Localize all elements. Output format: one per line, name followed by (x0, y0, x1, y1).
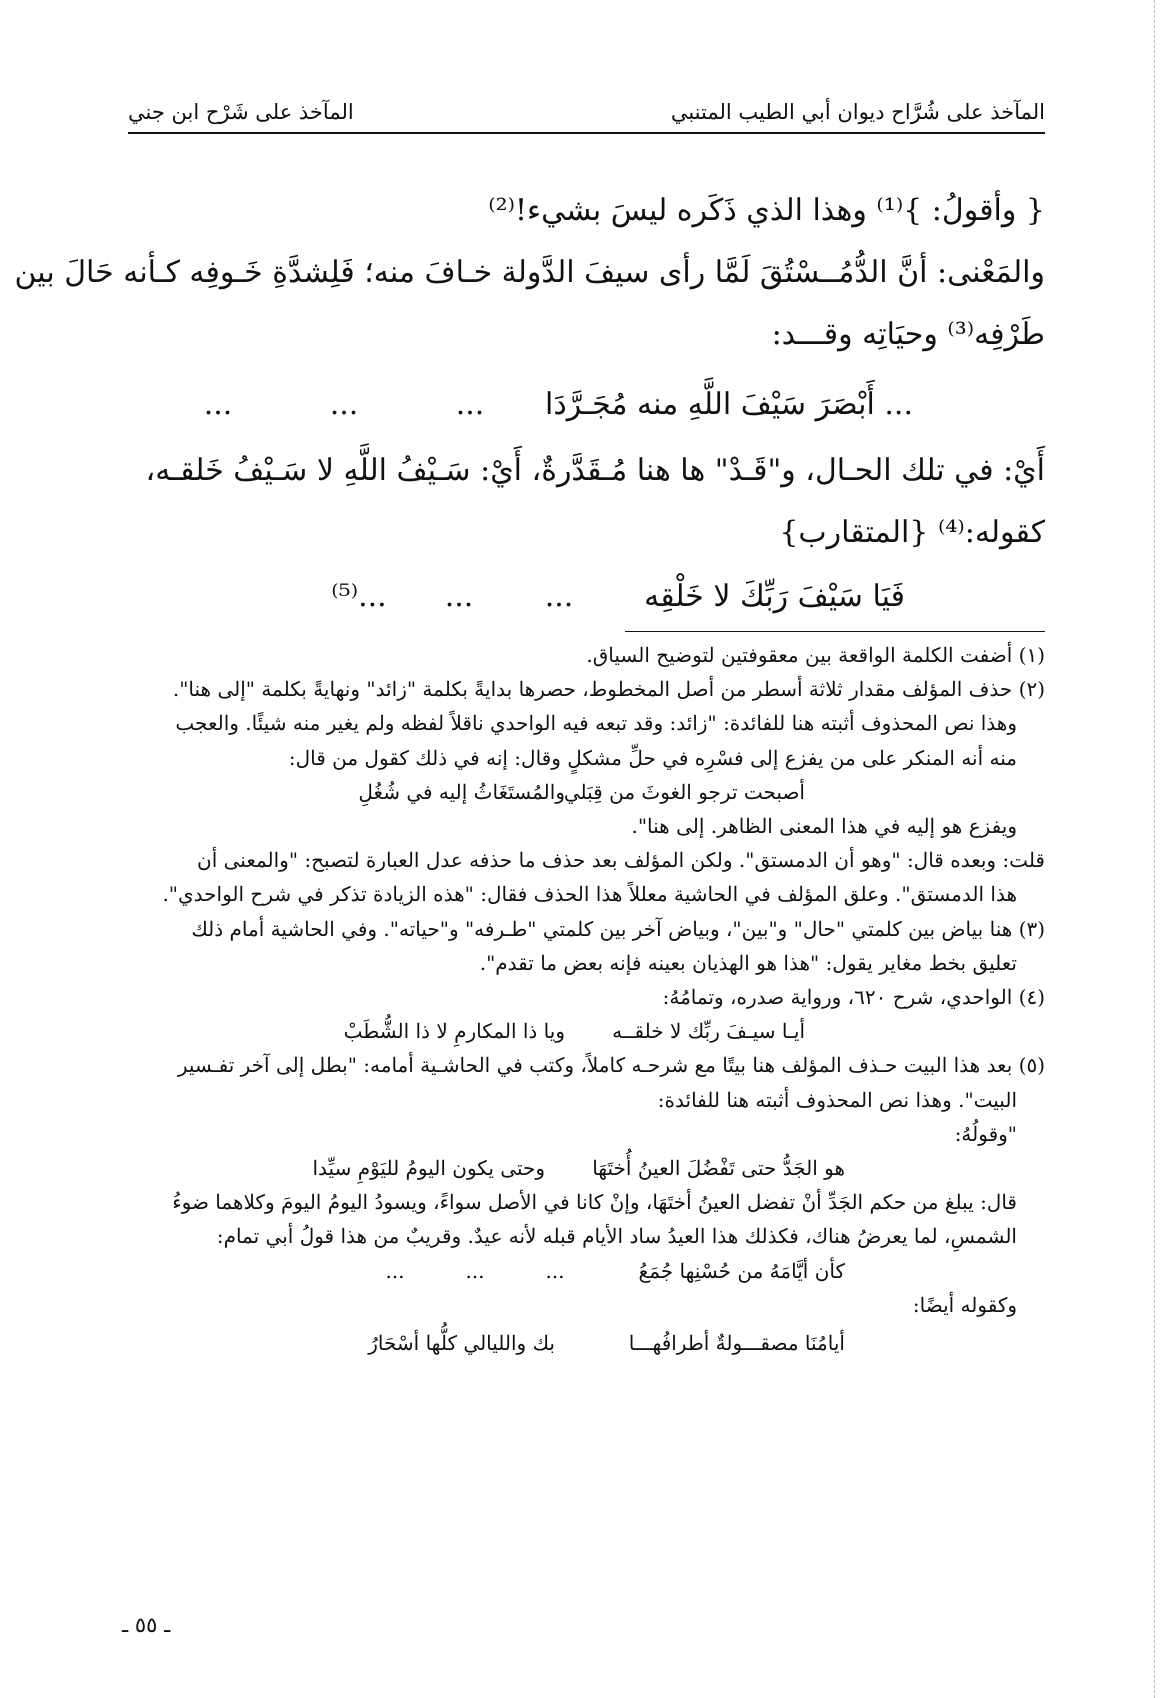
footnote-4-verse-first: أيـا سيـفَ ربِّك لا خلقــه (612, 1019, 805, 1044)
footnote-4-line-1: (٤) الواحدي، شرح ٦٢٠، ورواية صدره، وتمامُهُ: (662, 985, 1045, 1010)
header-rule (128, 132, 1045, 134)
main-line-2: والمَعْنى: أنَّ الدُّمُــسْتُقَ لَمَّا رأى سيفَ الدَّولة خـافَ منه؛ فَلِشدَّةِ خَـوفِه كـأنه حَالَ بين (14, 255, 1045, 290)
footnotes (118, 638, 1045, 1360)
footnote-3-line-1: (٣) هنا بياض بين كلمتي "حال" و"بين"، وبياض آخر بين كلمتي "طـرفه" و"حياته". وفي الحاشية أمام ذلك (191, 916, 1045, 941)
verse-2 (128, 566, 1045, 628)
footnote-2-verse-first: أصبحت ترجو الغوثَ من قِبَلي (563, 779, 805, 804)
binding-margin-line (1154, 0, 1155, 1698)
footnote-1: (١) أضفت الكلمة الواقعة بين معقوفتين لتوضيح السياق. (586, 643, 1045, 667)
verse-2-dots-note: ...⁽⁵⁾ (331, 579, 387, 614)
header-book-title: المآخذ على شُرَّاح ديوان أبي الطيب المتنبي (670, 100, 1045, 124)
footnote-5-verse-1 (118, 1151, 1045, 1185)
verse-1-dots-a: ... (455, 387, 485, 422)
footnote-5-verse-3-second: بك والليالي كلُّها أسْحَارُ (368, 1331, 555, 1356)
footnote-5-line-2: البيت". وهذا نص المحذوف أثبته هنا للفائدة: (657, 1087, 1017, 1112)
footnote-5-verse-2-dots-b: ... (465, 1258, 485, 1283)
footnote-5-verse-2-dots-c: ... (385, 1258, 405, 1283)
footnote-5-line-4: قال: يبلغ من حكم الجَدِّ أنْ تفضل العينُ أختَهَا، وإنْ كانا في الأصل سواءً، ويسودُ اليومُ اليومَ وكلاهما ضوءُ (172, 1190, 1017, 1215)
verse-1-text: ... أَبْصَرَ سَيْفَ اللَّهِ منه مُجَـرَّدَا (545, 387, 913, 422)
footnote-5-verse-1-first: هو الجَدُّ حتى تَفْضُلَ العينُ أُختَهَا (592, 1156, 845, 1181)
footnote-3-line-2: تعليق بخط مغاير يقول: "هذا هو الهذيان بعينه فإنه بعض ما تقدم". (479, 950, 1017, 975)
footnote-2-line-5: قلت: وبعده قال: "وهو أن الدمستق". ولكن المؤلف بعد حذف ما حذفه عدل العبارة لتصبح: "والمعنى أن (197, 848, 1045, 873)
footnote-5-verse-1-second: وحتى يكون اليومُ لليَوْمِ سيِّدا (312, 1156, 545, 1181)
verse-1 (128, 374, 1045, 436)
verse-2-text: فَيَا سَيْفَ رَبِّكَ لا خَلْقِه (644, 579, 905, 614)
footnote-4-verse (118, 1014, 1045, 1048)
verse-1-dots-c: ... (203, 387, 233, 422)
footnote-2-line-2: وهذا نص المحذوف أثبته هنا للفائدة: "زائد: وقد تبعه فيه الواحدي ناقلاً لفظه ولم يغير منه شيئًا. والعجب (175, 711, 1017, 736)
footnote-2-verse-second: والمُستَغَاثُ إليه في شُغُلِ (358, 779, 565, 804)
footnote-2-line-3: منه أنه المنكر على من يفزع إلى فسْرِه في حلِّ مشكلٍ وقال: إنه في ذلك كقول من قال: (288, 745, 1017, 770)
running-header (128, 88, 1045, 124)
verse-1-dots-b: ... (329, 387, 359, 422)
footnote-5-line-6: وكقوله أيضًا: (912, 1292, 1017, 1317)
footnote-4-verse-second: ويا ذا المكارمِ لا ذا الشُّطَبْ (343, 1019, 565, 1044)
footnote-5-line-3: "وقولُهُ: (954, 1121, 1017, 1146)
main-line-4: أَيْ: في تلك الحـال، و"قَـدْ" ها هنا مُـقَدَّرةٌ، أَيْ: سَـيْفُ اللَّهِ لا سَـيْفُ خَلقـه، (145, 453, 1045, 488)
verse-2-dots-a: ... (544, 579, 574, 614)
footnote-2-line-1: (٢) حذف المؤلف مقدار ثلاثة أسطر من أصل المخطوط، حصرها بدايةً بكلمة "زائد" ونهايةً بكلمة "إلى هنا". (172, 677, 1045, 702)
main-line-5: كقوله:⁽⁴⁾ {المتقارب} (779, 515, 1045, 550)
footnote-5-verse-2-first: كأن أيَّامَهُ من حُسْنِها جُمَعُ (638, 1258, 845, 1283)
footnote-5-verse-3 (118, 1326, 1045, 1360)
footnote-2-line-4: ويفزع هو إليه في هذا المعنى الظاهر. إلى هنا". (631, 814, 1017, 839)
main-text (14, 180, 1045, 628)
footnote-separator (625, 631, 1045, 632)
footnote-5-verse-2 (118, 1254, 1045, 1288)
footnote-2-line-6: هذا الدمستق". وعلق المؤلف في الحاشية معللاً هذا الحذف فقال: "هذه الزيادة تذكر في شرح الواحدي". (162, 882, 1017, 907)
footnote-5-line-5: الشمسِ، لما يعرضُ هناك، فكذلك هذا العيدُ ساد الأيام قبله لأنه عيدٌ. وقريبٌ من هذا قولُ أبي تمام: (216, 1224, 1017, 1249)
main-line-3: طَرْفِه⁽³⁾ وحيَاتِه وقـــد: (771, 317, 1045, 352)
footnote-2-verse (118, 775, 1045, 809)
verse-2-dots-b: ... (444, 579, 474, 614)
page-number: ـ ٥٥ ـ (122, 1613, 171, 1637)
footnote-5-line-1: (٥) بعد هذا البيت حـذف المؤلف هنا بيتًا مع شرحـه كاملاً، وكتب في الحاشـية أمامه: "بطل إلى آخر تفـسير (177, 1053, 1045, 1078)
header-section-title: المآخذ على شَرْح ابن جني (128, 100, 354, 124)
footnote-5-verse-3-first: أيامُنَا مصقـــولةٌ أطرافُهـــا (628, 1331, 845, 1356)
footnote-5-verse-2-dots-a: ... (545, 1258, 565, 1283)
main-line-1: { وأقولُ: }⁽¹⁾ وهذا الذي ذَكَره ليسَ بشيء!⁽²⁾ (488, 193, 1045, 228)
